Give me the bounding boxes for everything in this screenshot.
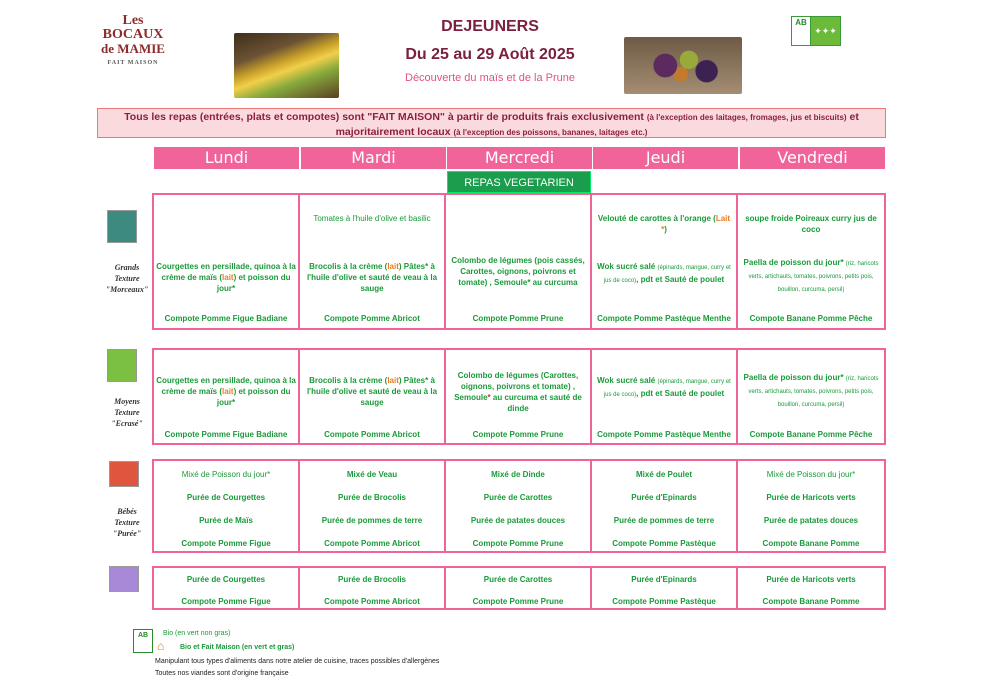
grands-jar-icon	[107, 210, 137, 243]
title-dates: Du 25 au 29 Août 2025	[405, 46, 575, 63]
grands-main-vendredi: Paella de poisson du jour* (riz, haricots verts, artichauts, tomates, poivrons, petits pois, bouillon, curcuma, persil)	[743, 258, 879, 293]
moyens-col-lundi	[154, 350, 300, 443]
grands-dessert-vendredi: Compote Banane Pomme Pêche	[749, 314, 873, 323]
grands-label	[97, 262, 157, 295]
bebes-dessert-jeudi: Compote Pomme Pastèque	[612, 539, 716, 548]
moyens-menu-block	[152, 348, 886, 445]
petits-puree-mardi: Purée de Brocolis	[337, 575, 407, 584]
logo-line-1: Les BOCAUX	[102, 13, 164, 42]
moyens-jar-icon	[107, 349, 137, 382]
moyens-dessert-mardi: Compote Pomme Abricot	[324, 430, 420, 439]
bebes-puree2-lundi: Purée de Maïs	[199, 516, 253, 525]
petits-dessert-vendredi: Compote Banane Pomme	[762, 597, 860, 606]
bebes-col-lundi	[154, 461, 300, 551]
bebes-puree2-vendredi: Purée de patates douces	[763, 516, 859, 525]
grands-starter-mardi: Tomates à l'huile d'olive et basilic	[313, 214, 431, 223]
bebes-puree2-jeudi: Purée de pommes de terre	[613, 516, 715, 525]
grands-main-lundi: Courgettes en persillade, quinoa à la crème de maïs (lait) et poisson du jour*	[156, 262, 296, 293]
vegetarian-badge: REPAS VEGETARIEN	[447, 171, 591, 193]
legend-allergens: Manipulant tous types d'aliments dans notre atelier de cuisine, traces possibles d'allergènes	[155, 658, 440, 665]
petits-puree-jeudi: Purée d'Epinards	[631, 575, 697, 584]
bebes-protein-vendredi: Mixé de Poisson du jour*	[766, 470, 856, 479]
grands-label-1: Grands	[114, 263, 140, 272]
bebes-col-jeudi	[592, 461, 738, 551]
grands-dessert-mardi: Compote Pomme Abricot	[324, 314, 420, 323]
grands-main-mardi: Brocolis à la crème (lait) Pâtes* à l'huile d'olive et sauté de veau à la sauge	[306, 262, 438, 293]
bebes-label-3: "Purée"	[112, 529, 142, 538]
banner-main-2: majoritairement locaux	[335, 126, 454, 138]
moyens-col-jeudi	[592, 350, 738, 443]
grands-col-mardi	[300, 195, 446, 328]
moyens-dessert-lundi: Compote Pomme Figue Badiane	[164, 430, 288, 439]
bebes-puree1-jeudi: Purée d'Epinards	[631, 493, 697, 502]
grands-main-mercredi: Colombo de légumes (pois cassés, Carottes, oignons, poivrons et tomate) , Semoule* au curcuma	[451, 256, 585, 287]
petits-col-mardi	[300, 568, 446, 608]
plum-photo	[624, 37, 742, 94]
bebes-label-2: Texture	[114, 518, 140, 527]
day-header-vendredi: Vendredi	[740, 147, 885, 169]
bebes-protein-mercredi: Mixé de Dinde	[491, 470, 545, 479]
title-line-1: DEJEUNERS	[441, 18, 539, 35]
corn-photo	[234, 33, 339, 98]
legend-bio: Bio (en vert non gras)	[163, 630, 231, 637]
moyens-main-vendredi: Paella de poisson du jour* (riz, haricots verts, artichauts, tomates, poivrons, petits pois, bouillon, curcuma, persil)	[743, 373, 879, 408]
petits-col-lundi	[154, 568, 300, 608]
moyens-col-vendredi	[738, 350, 884, 443]
day-header-mardi: Mardi	[301, 147, 446, 169]
legend-house-icon: ⌂	[157, 639, 165, 653]
moyens-main-lundi: Courgettes en persillade, quinoa à la crème de maïs (lait) et poisson du jour*	[156, 376, 296, 407]
ab-logo: AB	[792, 17, 811, 45]
bebes-puree1-mercredi: Purée de Carottes	[483, 493, 553, 502]
legend-bio-fait-maison: Bio et Fait Maison (en vert et gras)	[180, 644, 295, 651]
day-header-lundi: Lundi	[154, 147, 299, 169]
bebes-puree1-mardi: Purée de Brocolis	[337, 493, 407, 502]
banner-and: et	[846, 111, 859, 123]
moyens-label-2: Texture	[114, 408, 140, 417]
bebes-col-mardi	[300, 461, 446, 551]
grands-label-3: "Morceaux"	[105, 285, 149, 294]
bebes-dessert-lundi: Compote Pomme Figue	[181, 539, 271, 548]
grands-starter-jeudi: Velouté de carottes à l'orange (Lait *)	[597, 214, 731, 234]
moyens-main-mercredi: Colombo de légumes (Carottes, oignons, poivrons et tomate) , Semoule* au curcuma et sauté de dinde	[454, 371, 582, 413]
grands-label-2: Texture	[114, 274, 140, 283]
petits-col-mercredi	[446, 568, 592, 608]
petits-dessert-lundi: Compote Pomme Figue	[181, 597, 271, 606]
brand-logo	[98, 13, 168, 66]
petits-col-vendredi	[738, 568, 884, 608]
moyens-main-jeudi: Wok sucré salé (épinards, mangue, curry et jus de coco), pdt et Sauté de poulet	[597, 376, 731, 398]
bio-label-logo	[791, 16, 841, 46]
info-banner	[97, 108, 886, 138]
day-header-jeudi: Jeudi	[593, 147, 738, 169]
grands-col-mercredi	[446, 195, 592, 328]
petits-col-jeudi	[592, 568, 738, 608]
bebes-dessert-mercredi: Compote Pomme Prune	[472, 539, 564, 548]
bebes-dessert-vendredi: Compote Banane Pomme	[762, 539, 860, 548]
grands-dessert-lundi: Compote Pomme Figue Badiane	[164, 314, 288, 323]
grands-menu-block	[152, 193, 886, 330]
moyens-dessert-mercredi: Compote Pomme Prune	[472, 430, 564, 439]
banner-note-1: (à l'exception des laitages, fromages, jus et biscuits)	[646, 113, 847, 122]
petits-puree-mercredi: Purée de Carottes	[483, 575, 553, 584]
legend-ab-icon: AB	[133, 629, 153, 653]
petits-puree-vendredi: Purée de Haricots verts	[766, 575, 856, 584]
banner-main-1: Tous les repas (entrées, plats et compotes) sont "FAIT MAISON" à partir de produits frais exclusivement	[124, 111, 647, 123]
legend-meat-origin: Toutes nos viandes sont d'origine française	[155, 670, 289, 677]
day-header-mercredi: Mercredi	[447, 147, 592, 169]
bebes-jar-icon	[109, 461, 139, 487]
bebes-protein-jeudi: Mixé de Poulet	[635, 470, 692, 479]
grands-starter-vendredi: soupe froide Poireaux curry jus de coco	[745, 214, 877, 234]
moyens-label-1: Moyens	[114, 397, 140, 406]
petits-puree-lundi: Purée de Courgettes	[186, 575, 266, 584]
petits-jar-icon	[109, 566, 139, 592]
bebes-puree2-mardi: Purée de pommes de terre	[321, 516, 423, 525]
banner-note-2: (à l'exception des poissons, bananes, laitages etc.)	[453, 128, 648, 137]
eu-organic-logo: ✦✦✦	[811, 17, 840, 45]
bebes-puree2-mercredi: Purée de patates douces	[470, 516, 566, 525]
logo-line-2: de MAMIE	[101, 41, 165, 56]
petits-menu-block	[152, 566, 886, 610]
grands-dessert-mercredi: Compote Pomme Prune	[472, 314, 564, 323]
moyens-label	[97, 396, 157, 429]
grands-dessert-jeudi: Compote Pomme Pastèque Menthe	[597, 314, 731, 323]
bebes-label	[97, 506, 157, 539]
title-theme: Découverte du maïs et de la Prune	[405, 72, 575, 84]
bebes-dessert-mardi: Compote Pomme Abricot	[324, 539, 420, 548]
bebes-protein-mardi: Mixé de Veau	[346, 470, 398, 479]
petits-dessert-jeudi: Compote Pomme Pastèque	[612, 597, 716, 606]
grands-main-jeudi: Wok sucré salé (épinards, mangue, curry et jus de coco), pdt et Sauté de poulet	[597, 262, 731, 284]
moyens-label-3: "Ecrasé"	[111, 419, 143, 428]
moyens-main-mardi: Brocolis à la crème (lait) Pâtes* à l'huile d'olive et sauté de veau à la sauge	[306, 376, 438, 407]
bebes-col-vendredi	[738, 461, 884, 551]
bebes-label-1: Bébés	[117, 507, 137, 516]
moyens-dessert-vendredi: Compote Banane Pomme Pêche	[749, 430, 873, 439]
bebes-puree1-vendredi: Purée de Haricots verts	[766, 493, 856, 502]
petits-dessert-mercredi: Compote Pomme Prune	[472, 597, 564, 606]
grands-col-jeudi	[592, 195, 738, 328]
petits-dessert-mardi: Compote Pomme Abricot	[324, 597, 420, 606]
bebes-protein-lundi: Mixé de Poisson du jour*	[181, 470, 271, 479]
bebes-puree1-lundi: Purée de Courgettes	[186, 493, 266, 502]
grands-col-lundi	[154, 195, 300, 328]
page-title	[340, 18, 640, 84]
grands-col-vendredi	[738, 195, 884, 328]
moyens-col-mardi	[300, 350, 446, 443]
moyens-dessert-jeudi: Compote Pomme Pastèque Menthe	[597, 430, 731, 439]
moyens-col-mercredi	[446, 350, 592, 443]
bebes-menu-block	[152, 459, 886, 553]
logo-line-3: FAIT MAISON	[107, 60, 159, 66]
bebes-col-mercredi	[446, 461, 592, 551]
